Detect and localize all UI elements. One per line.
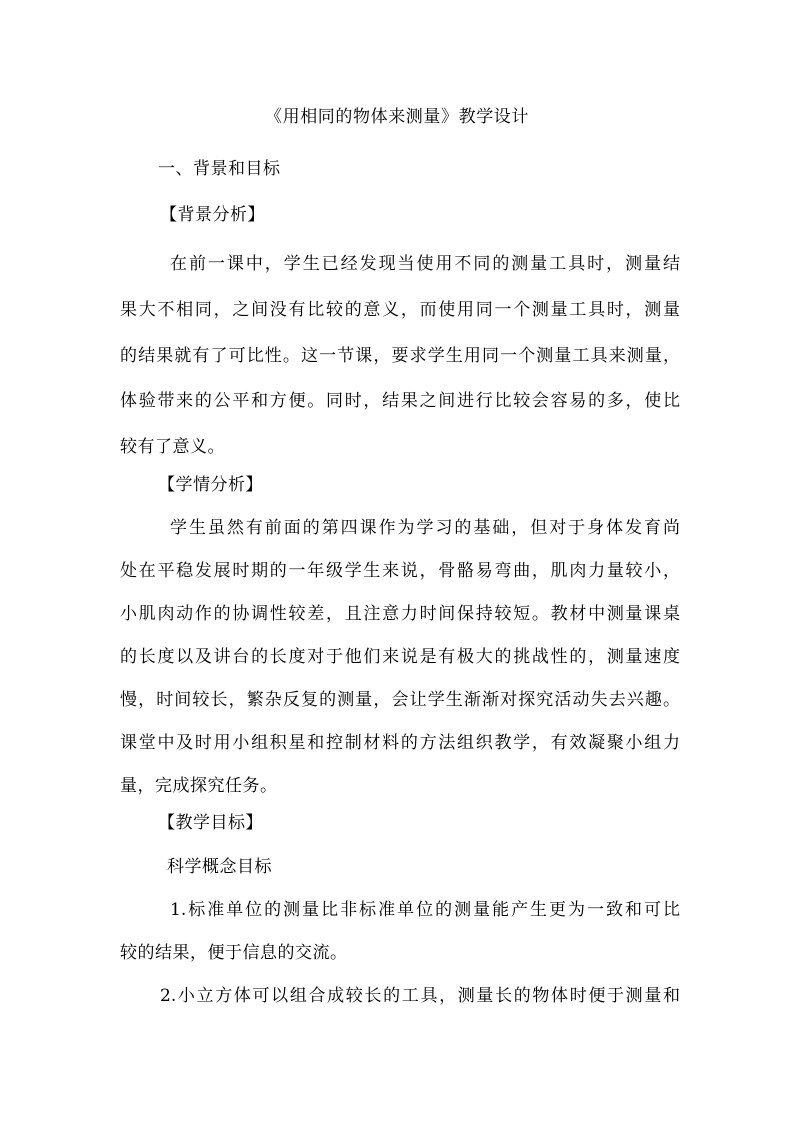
learning-paragraph-line-3: 小肌肉动作的协调性较差，且注意力时间保持较短。教材中测量课桌 [120,604,680,624]
goal-line-2: 较的结果，便于信息的交流。 [120,943,348,963]
background-paragraph-line-5: 较有了意义。 [120,437,225,457]
heading-science-concept-goal: 科学概念目标 [167,857,272,877]
document-title: 《用相同的物体来测量》教学设计 [265,107,529,127]
heading-background-analysis: 【背景分析】 [160,205,265,225]
learning-paragraph-line-6: 课堂中及时用小组积星和控制材料的方法组织教学，有效凝聚小组力 [120,733,680,753]
learning-paragraph-line-5: 慢，时间较长，繁杂反复的测量，会让学生渐渐对探究活动失去兴趣。 [120,690,680,710]
learning-paragraph-line-1: 学生虽然有前面的第四课作为学习的基础，但对于身体发育尚 [170,518,680,538]
goal-line-3: 2.小立方体可以组合成较长的工具，测量长的物体时便于测量和 [160,986,680,1006]
learning-paragraph-line-7: 量，完成探究任务。 [120,776,278,796]
background-paragraph-line-4: 体验带来的公平和方便。同时，结果之间进行比较会容易的多，使比 [120,391,680,411]
background-paragraph-line-1: 在前一课中，学生已经发现当使用不同的测量工具时，测量结 [170,254,680,274]
learning-paragraph-line-4: 的长度以及讲台的长度对于他们来说是有极大的挑战性的，测量速度 [120,647,680,667]
heading-learning-analysis: 【学情分析】 [158,475,263,495]
heading-teaching-goals: 【教学目标】 [158,813,263,833]
background-paragraph-line-2: 果大不相同，之间没有比较的意义，而使用同一个测量工具时，测量 [120,300,680,320]
learning-paragraph-line-2: 处在平稳发展时期的一年级学生来说，骨骼易弯曲，肌肉力量较小， [120,561,680,581]
section-heading-background-goals: 一、背景和目标 [158,159,281,179]
background-paragraph-line-3: 的结果就有了可比性。这一节课，要求学生用同一个测量工具来测量， [120,346,680,366]
goal-line-1: 1.标准单位的测量比非标准单位的测量能产生更为一致和可比 [170,900,680,920]
